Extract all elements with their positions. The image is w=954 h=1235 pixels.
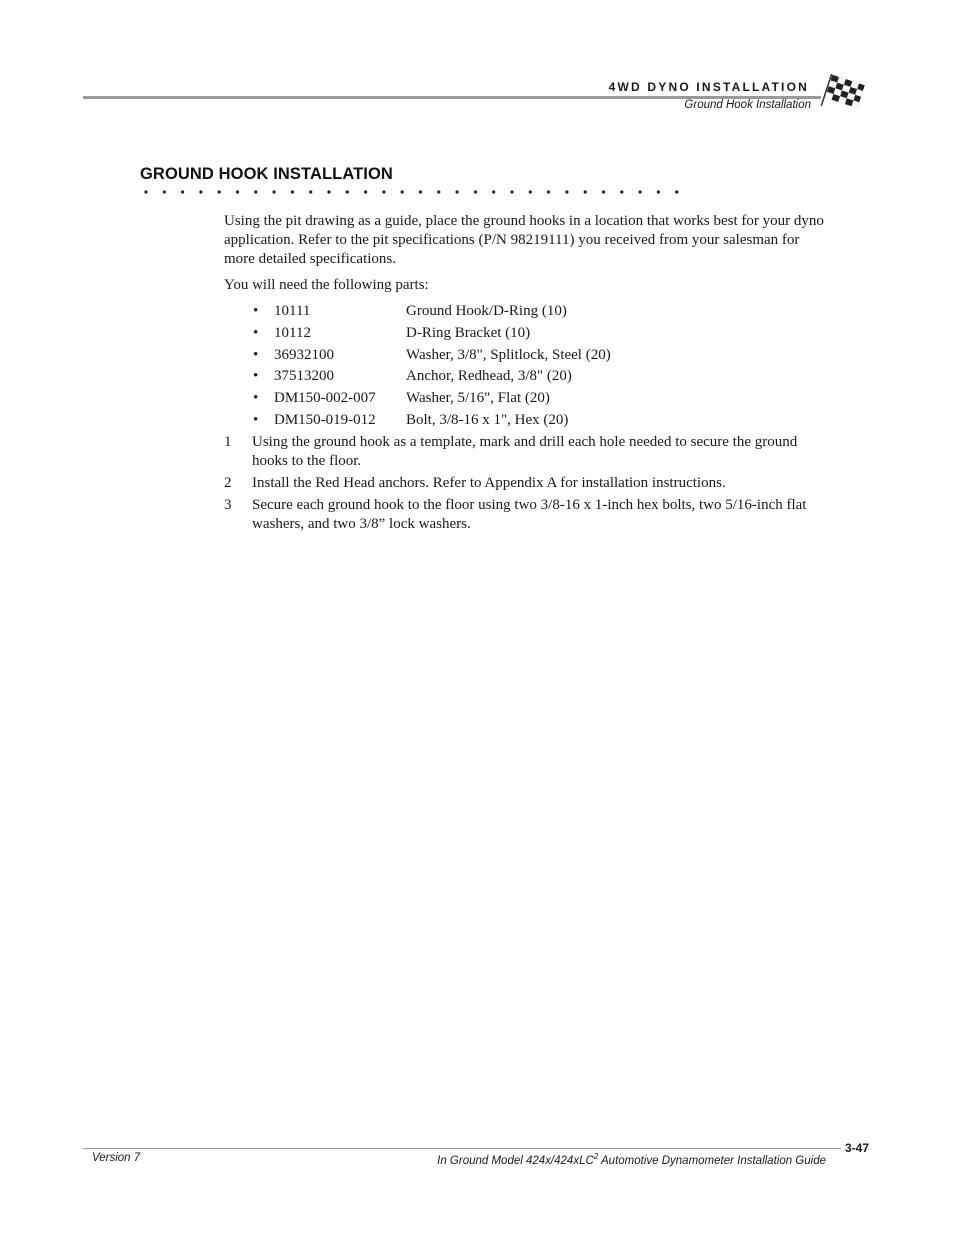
step-number: 2 [224,474,232,491]
section-body [224,212,824,537]
section-title: GROUND HOOK INSTALLATION [140,165,393,183]
part-item [224,411,824,433]
step-item [224,496,818,534]
step-item [224,433,818,471]
guide-title-main: In Ground Model 424x/424xLC [437,1154,594,1167]
dotted-rule [142,184,687,198]
parts-list [224,302,824,433]
footer-rule [83,1148,841,1149]
step-item [224,474,818,493]
checkered-flag-icon [820,74,866,114]
part-number: 10111 [274,303,311,319]
step-number: 3 [224,496,232,513]
bullet: • [253,390,259,407]
step-number: 1 [224,433,232,450]
part-description: Bolt, 3/8-16 x 1", Hex (20) [406,411,569,428]
bullet: • [253,303,259,319]
bullet: • [253,324,259,341]
step-text: Secure each ground hook to the floor using two 3/8-16 x 1-inch hex bolts, two 5/16-inch flat washers, and two 3/8” lock washers. [252,496,807,532]
step-text: Using the ground hook as a template, mark and drill each hole needed to secure the ground hooks to the floor. [252,433,798,469]
part-number: DM150-019-012 [274,411,376,428]
running-header-chapter: 4WD DYNO INSTALLATION [608,80,809,94]
part-item [224,324,824,346]
part-description: D-Ring Bracket (10) [406,324,531,341]
intro-paragraph: Using the pit drawing as a guide, place the ground hooks in a location that works best for your dyno application. Refer to the pit specifications (P/N 98219111) you received from your salesman for more detailed specifications. [224,213,824,267]
bullet: • [253,346,259,363]
footer-version: Version 7 [92,1152,141,1164]
part-number: 37513200 [274,368,334,385]
bullet: • [253,411,259,428]
bullet: • [253,368,259,385]
part-description: Washer, 5/16", Flat (20) [406,390,550,407]
part-number: 36932100 [274,346,334,363]
part-item [224,302,824,324]
step-text: Install the Red Head anchors. Refer to Appendix A for installation instructions. [252,474,726,491]
part-description: Ground Hook/D-Ring (10) [406,303,567,319]
part-description: Washer, 3/8", Splitlock, Steel (20) [406,346,611,363]
guide-title-rest: Automotive Dynamometer Installation Guide [598,1154,826,1167]
running-header-section: Ground Hook Installation [684,99,811,111]
footer-guide-title [437,1152,826,1167]
part-number: 10112 [274,324,311,341]
part-item [224,389,824,411]
steps-list [224,433,824,534]
part-number: DM150-002-007 [274,390,376,407]
page-number: 3-47 [845,1141,870,1155]
guide-title-superscript: 2 [593,1152,599,1161]
part-description: Anchor, Redhead, 3/8" (20) [406,368,572,385]
part-item [224,367,824,389]
part-item [224,346,824,368]
parts-intro: You will need the following parts: [224,277,429,293]
